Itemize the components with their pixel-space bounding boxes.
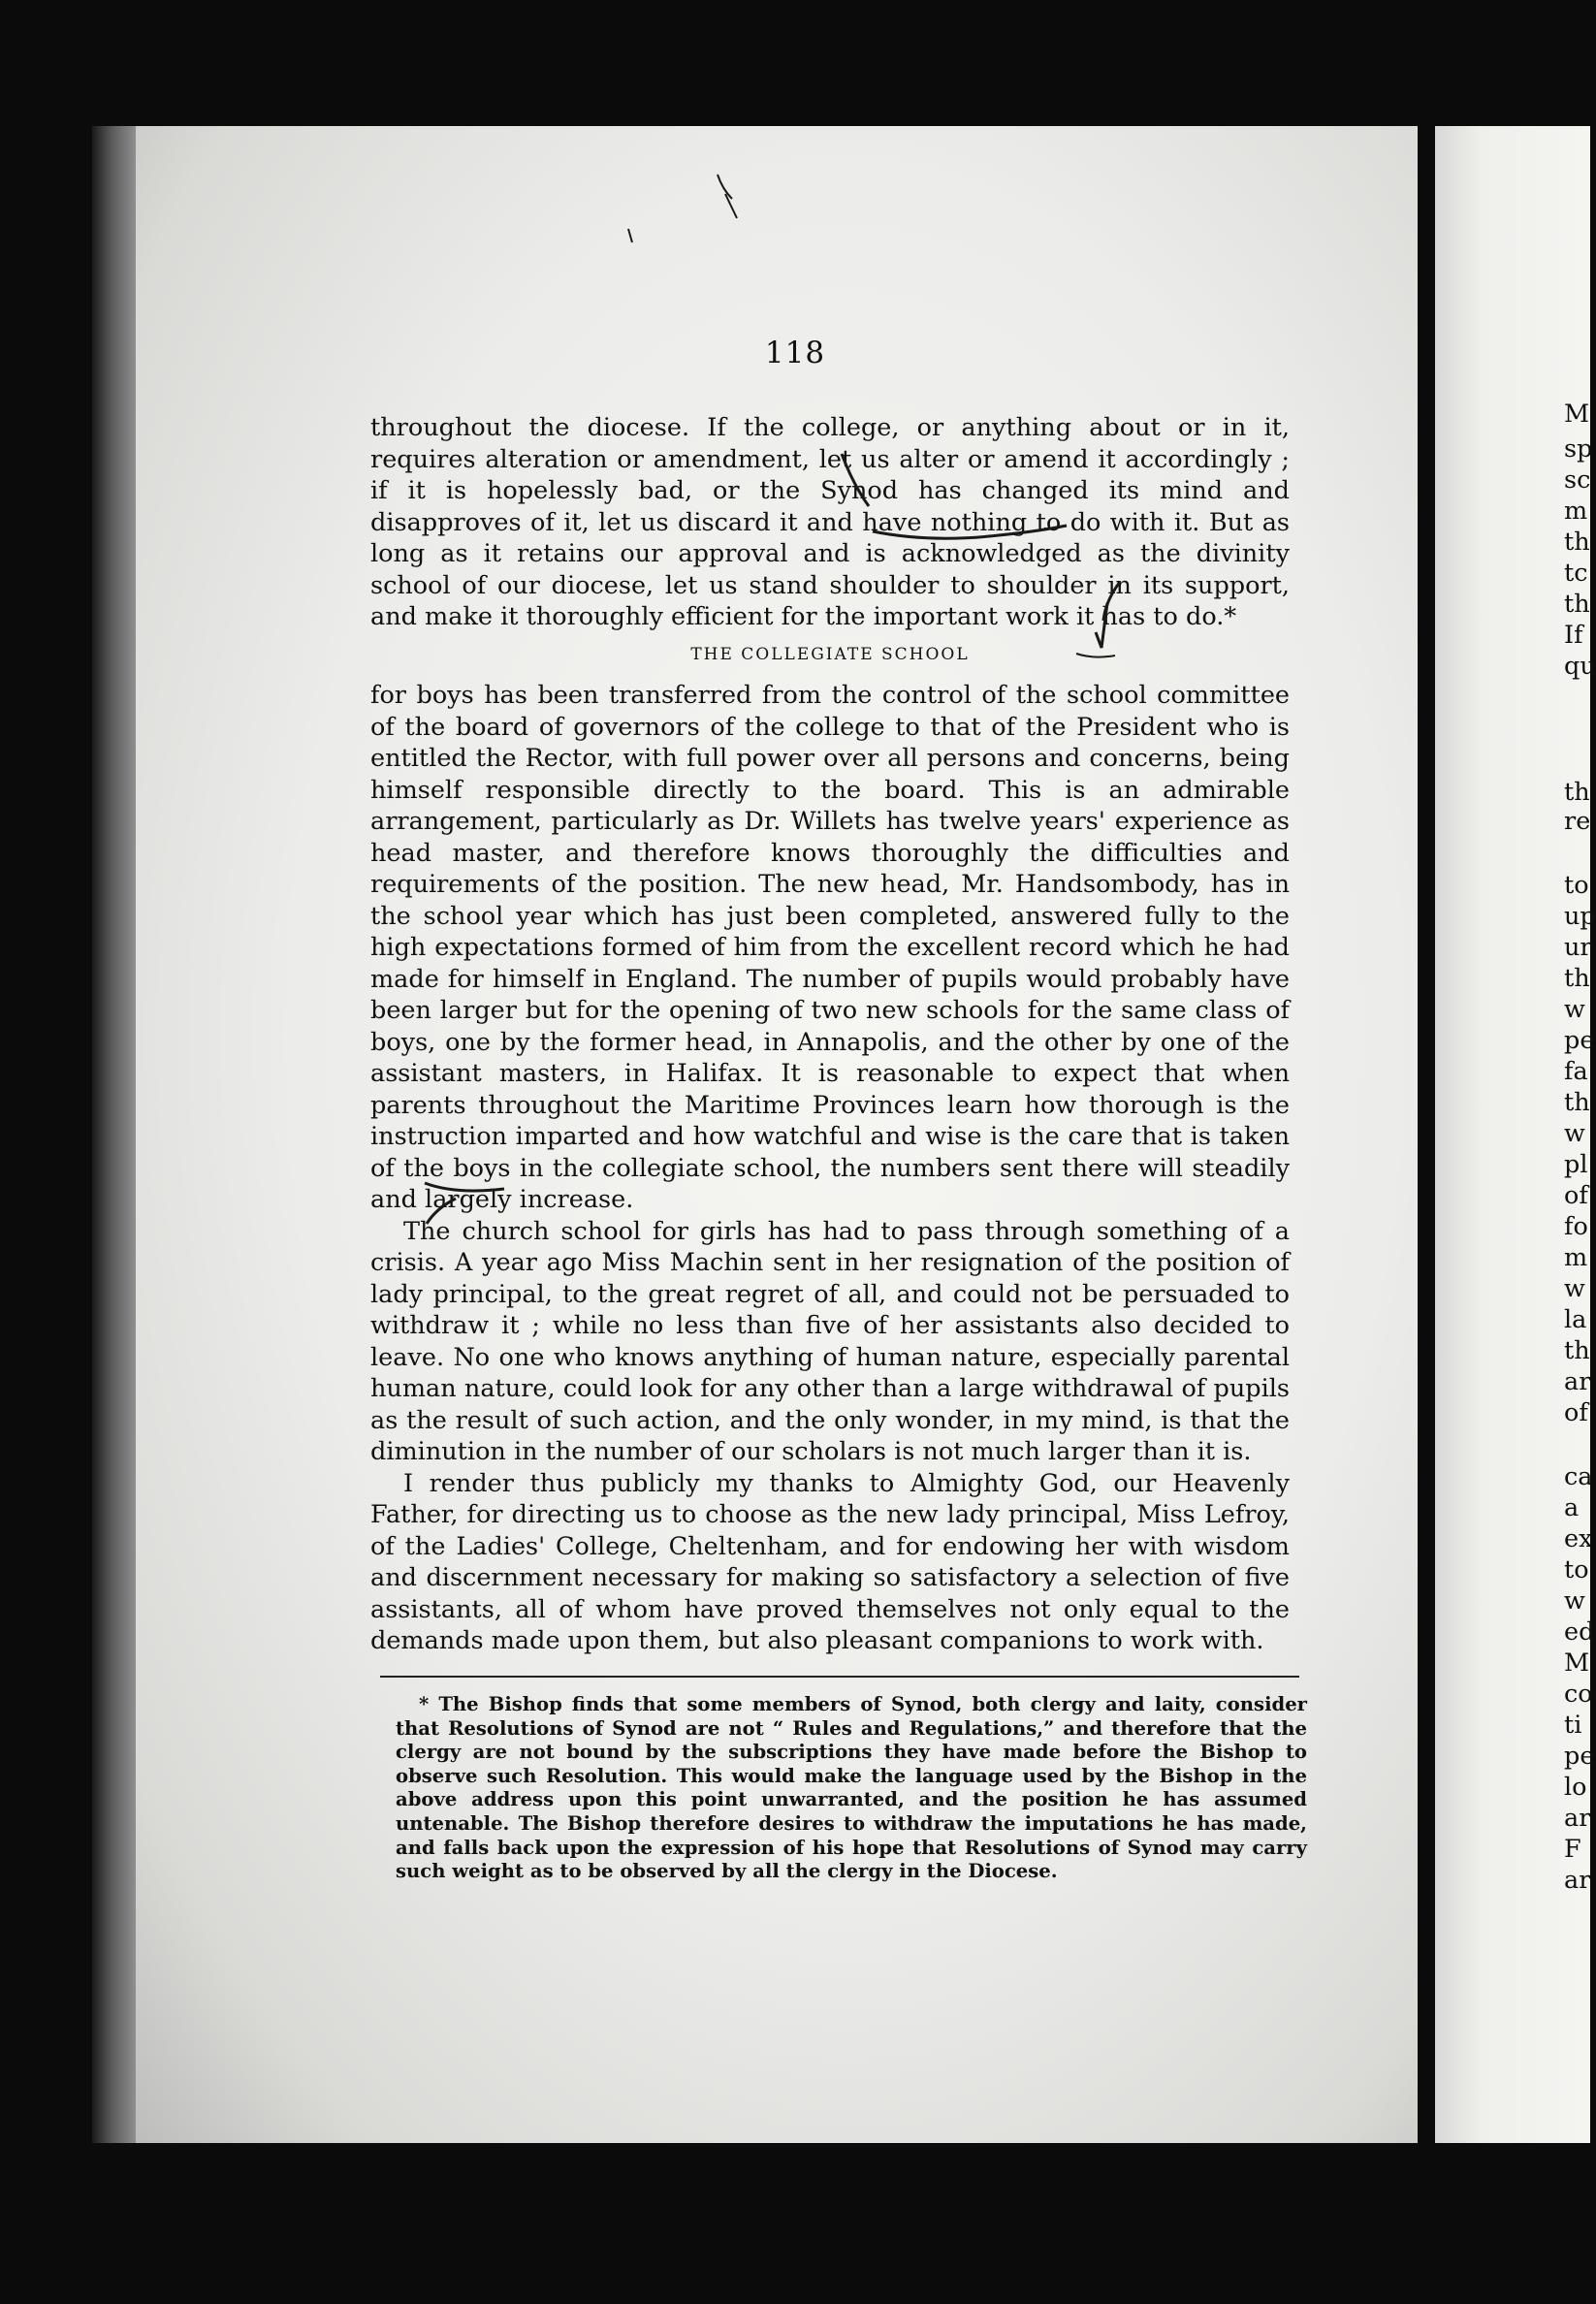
adjacent-page-fragment: sc (1564, 465, 1591, 495)
adjacent-page-fragment: th (1564, 1088, 1590, 1117)
page-number: 118 (764, 336, 826, 370)
adjacent-page-fragment: M (1564, 1648, 1590, 1678)
paragraph: I render thus publicly my thanks to Almighty God, our Heavenly Father, for directing us to choose as the new lady principal, Miss Lefroy, of the Ladies' College, Cheltenham, and for endowing her with wisdom and discernment necessary for making so satisfactory a selection of five assistants, all of whom have proved themselves not only equal to the demands made upon them, but also pleasant companions to work with. (370, 1468, 1290, 1655)
adjacent-page-fragment: ar (1564, 1866, 1591, 1895)
adjacent-page-fragment: fo (1564, 1212, 1588, 1241)
adjacent-page-fragment: th (1564, 528, 1590, 557)
paragraph: for boys has been transferred from the control of the school committee of the board of governors of the college to that of the President who is entitled the Rector, with full power over all persons and concerns, being himself responsible directly to the board. This is an admirable arrangement, particularly as Dr. Willets has twelve years' experience as head master, and therefore knows thoroughly the difficulties and requirements of the position. The new head, Mr. Handsombody, has in the school year which has just been completed, answered fully to the high expectations formed of him from the excellent record which he had made for himself in England. The number of pupils would probably have been larger but for the opening of two new schools for the same class of boys, one by the former head, in Annapolis, and the other by one of the assistant masters, in Halifax. It is reasonable to expect that when parents throughout the Maritime Provinces learn how thorough is the instruction imparted and how watchful and wise is the care that is taken of the boys in the collegiate school, the numbers sent there will steadily and largely increase. (370, 681, 1290, 1214)
adjacent-page-fragment: w (1564, 1586, 1585, 1616)
adjacent-page-fragment: up (1564, 902, 1596, 931)
adjacent-page-fragment: re (1564, 807, 1591, 836)
adjacent-page-fragment: a (1564, 1493, 1580, 1522)
pencil-mark (718, 175, 737, 218)
adjacent-page-fragment: pe (1564, 1742, 1595, 1771)
adjacent-page-fragment: th (1564, 964, 1590, 993)
adjacent-page-fragment: to (1564, 871, 1589, 900)
pencil-mark (427, 1199, 456, 1224)
adjacent-page-fragment: ca (1564, 1462, 1593, 1491)
adjacent-page-fragment: ar (1564, 1804, 1591, 1833)
pencil-mark (425, 1183, 504, 1191)
adjacent-page-fragment: lo (1564, 1773, 1587, 1802)
adjacent-page-fragment: fa (1564, 1057, 1588, 1086)
adjacent-page-fragment: F (1564, 1835, 1581, 1864)
footnote-text: * The Bishop finds that some members of Synod, both clergy and laity, consider that Resolutions of Synod are not “ Rules and Regulations,” and therefore that the clergy are not bound by the subscriptions they have made before the Bishop to observe such Resolution. This would make the language used by the Bishop in the above address upon this point unwarranted, and the position he has assumed untenable. The Bishop therefore desires to withdraw the imputations he has made, and falls back upon the expression of his hope that Resolutions of Synod may carry such weight as to be observed by all the clergy in the Diocese. (396, 1693, 1307, 1883)
pencil-mark (628, 229, 632, 242)
adjacent-page-fragment: w (1564, 1274, 1585, 1303)
adjacent-page-fragment: If (1564, 621, 1583, 650)
paragraph: throughout the diocese. If the college, or anything about or in it, requires alteration or amendment, let us alter or amend it accordingly ; if it is hopelessly bad, or the Synod has changed its mind and disapproves of it, let us discard it and have nothing to do with it. But as long as it retains our approval and is acknowledged as the divinity school of our diocese, let us stand shoulder to shoulder in its support, and make it thoroughly efficient for the important work it has to do.* (370, 413, 1290, 631)
adjacent-page-fragment: M (1564, 400, 1590, 429)
adjacent-page-fragment: m (1564, 1243, 1588, 1272)
adjacent-page-fragment: th (1564, 1336, 1590, 1365)
pencil-mark (842, 454, 869, 506)
adjacent-page-fragment: la (1564, 1305, 1587, 1334)
adjacent-page-fragment: m (1564, 496, 1588, 526)
adjacent-page-fragment: pl (1564, 1150, 1588, 1179)
adjacent-page-fragment: th (1564, 590, 1590, 619)
adjacent-page-fragment: of (1564, 1398, 1588, 1427)
adjacent-page-fragment: co (1564, 1680, 1593, 1709)
paragraph: The church school for girls has had to pass through something of a crisis. A year ago Miss Machin sent in her resignation of the position of lady principal, to the great regret of all, and could not be persuaded to withdraw it ; while no less than five of her assistants also decided to leave. No one who knows anything of human nature, especially parental human nature, could look for any other than a large withdrawal of pupils as the result of such action, and the only wonder, in my mind, is that the diminution in the number of our scholars is not much larger than it is. (370, 1216, 1290, 1466)
pencil-mark (1076, 654, 1115, 657)
adjacent-page-fragment: tc (1564, 559, 1588, 588)
section-heading: THE COLLEGIATE SCHOOL (690, 644, 970, 664)
adjacent-page-fragment: ar (1564, 1367, 1591, 1396)
adjacent-page-fragment: th (1564, 778, 1590, 807)
adjacent-page-fragment: ti (1564, 1711, 1582, 1740)
adjacent-page-fragment: qu (1564, 652, 1596, 681)
adjacent-page-fragment: pe (1564, 1026, 1595, 1055)
pencil-mark (873, 526, 1067, 538)
adjacent-page-fragment: w (1564, 995, 1585, 1024)
pencil-mark (1096, 603, 1107, 648)
adjacent-page-fragment: ex (1564, 1524, 1593, 1553)
adjacent-page-fragment: ed (1564, 1617, 1595, 1647)
adjacent-page-fragment: w (1564, 1119, 1585, 1148)
adjacent-page-fragment: to (1564, 1555, 1589, 1584)
adjacent-page-fragment: sp (1564, 434, 1593, 464)
adjacent-page-fragment: ur (1564, 933, 1592, 962)
adjacent-page-fragment: of (1564, 1181, 1588, 1210)
